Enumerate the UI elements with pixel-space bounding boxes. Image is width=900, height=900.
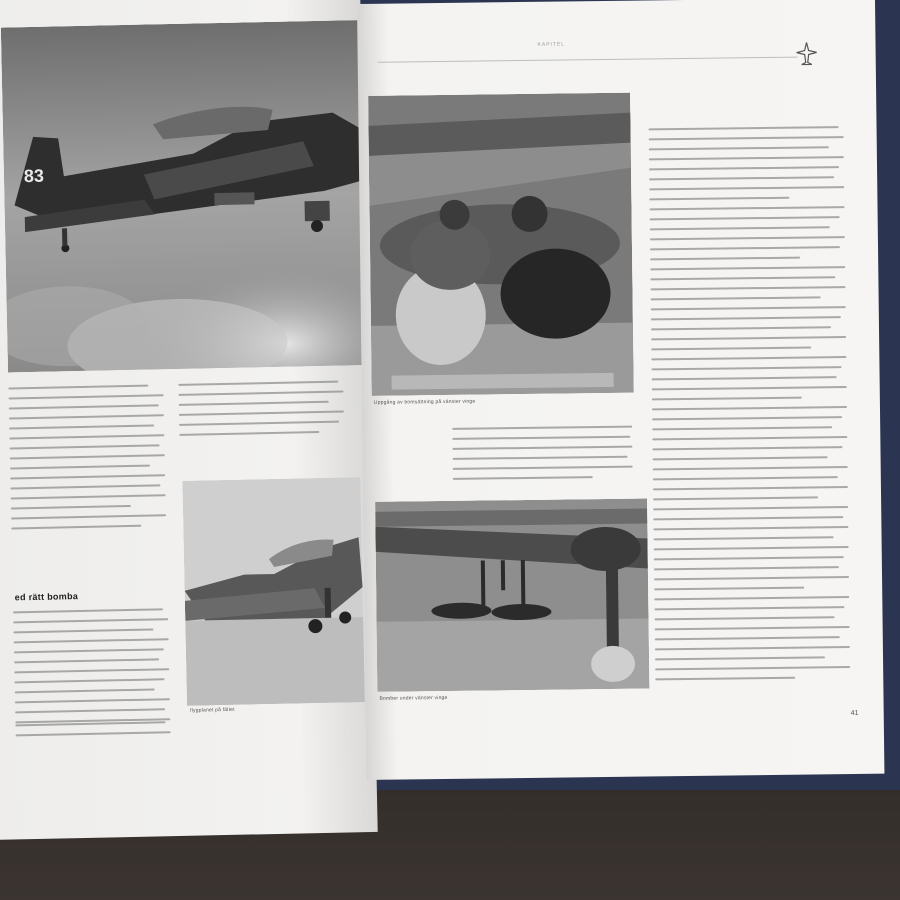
photo-aircraft-flying (1, 20, 370, 373)
right-text-column-mid (452, 426, 633, 488)
aircraft-flying-image (1, 20, 370, 373)
photo-aircraft-ground (182, 477, 365, 706)
right-page (357, 0, 884, 780)
aircraft-logo-icon (795, 40, 817, 71)
left-text-column-2 (178, 380, 349, 444)
left-page (0, 0, 378, 840)
section-heading: ed rätt bomba (14, 591, 79, 603)
photo-bombs-under-wing (375, 498, 649, 691)
left-text-column-3 (13, 608, 175, 731)
left-text-column-1 (8, 384, 171, 537)
mechanics-image (368, 93, 634, 396)
left-photo-caption: flygplanet på fältet (190, 706, 235, 714)
aircraft-ground-image (182, 477, 365, 706)
header-rule (378, 57, 798, 63)
bombs-image (375, 498, 649, 691)
right-text-column (649, 126, 856, 688)
aircraft-marking-label: 83 (23, 165, 45, 187)
mechanics-photo-caption: Uppgång av bomsättning på vänster vinge (373, 398, 476, 406)
photo-mechanics (368, 93, 634, 396)
running-head: KAPITEL (537, 41, 566, 48)
bombs-photo-caption: Bomber under vänster vinge (379, 694, 448, 702)
page-number: 41 (850, 709, 859, 718)
